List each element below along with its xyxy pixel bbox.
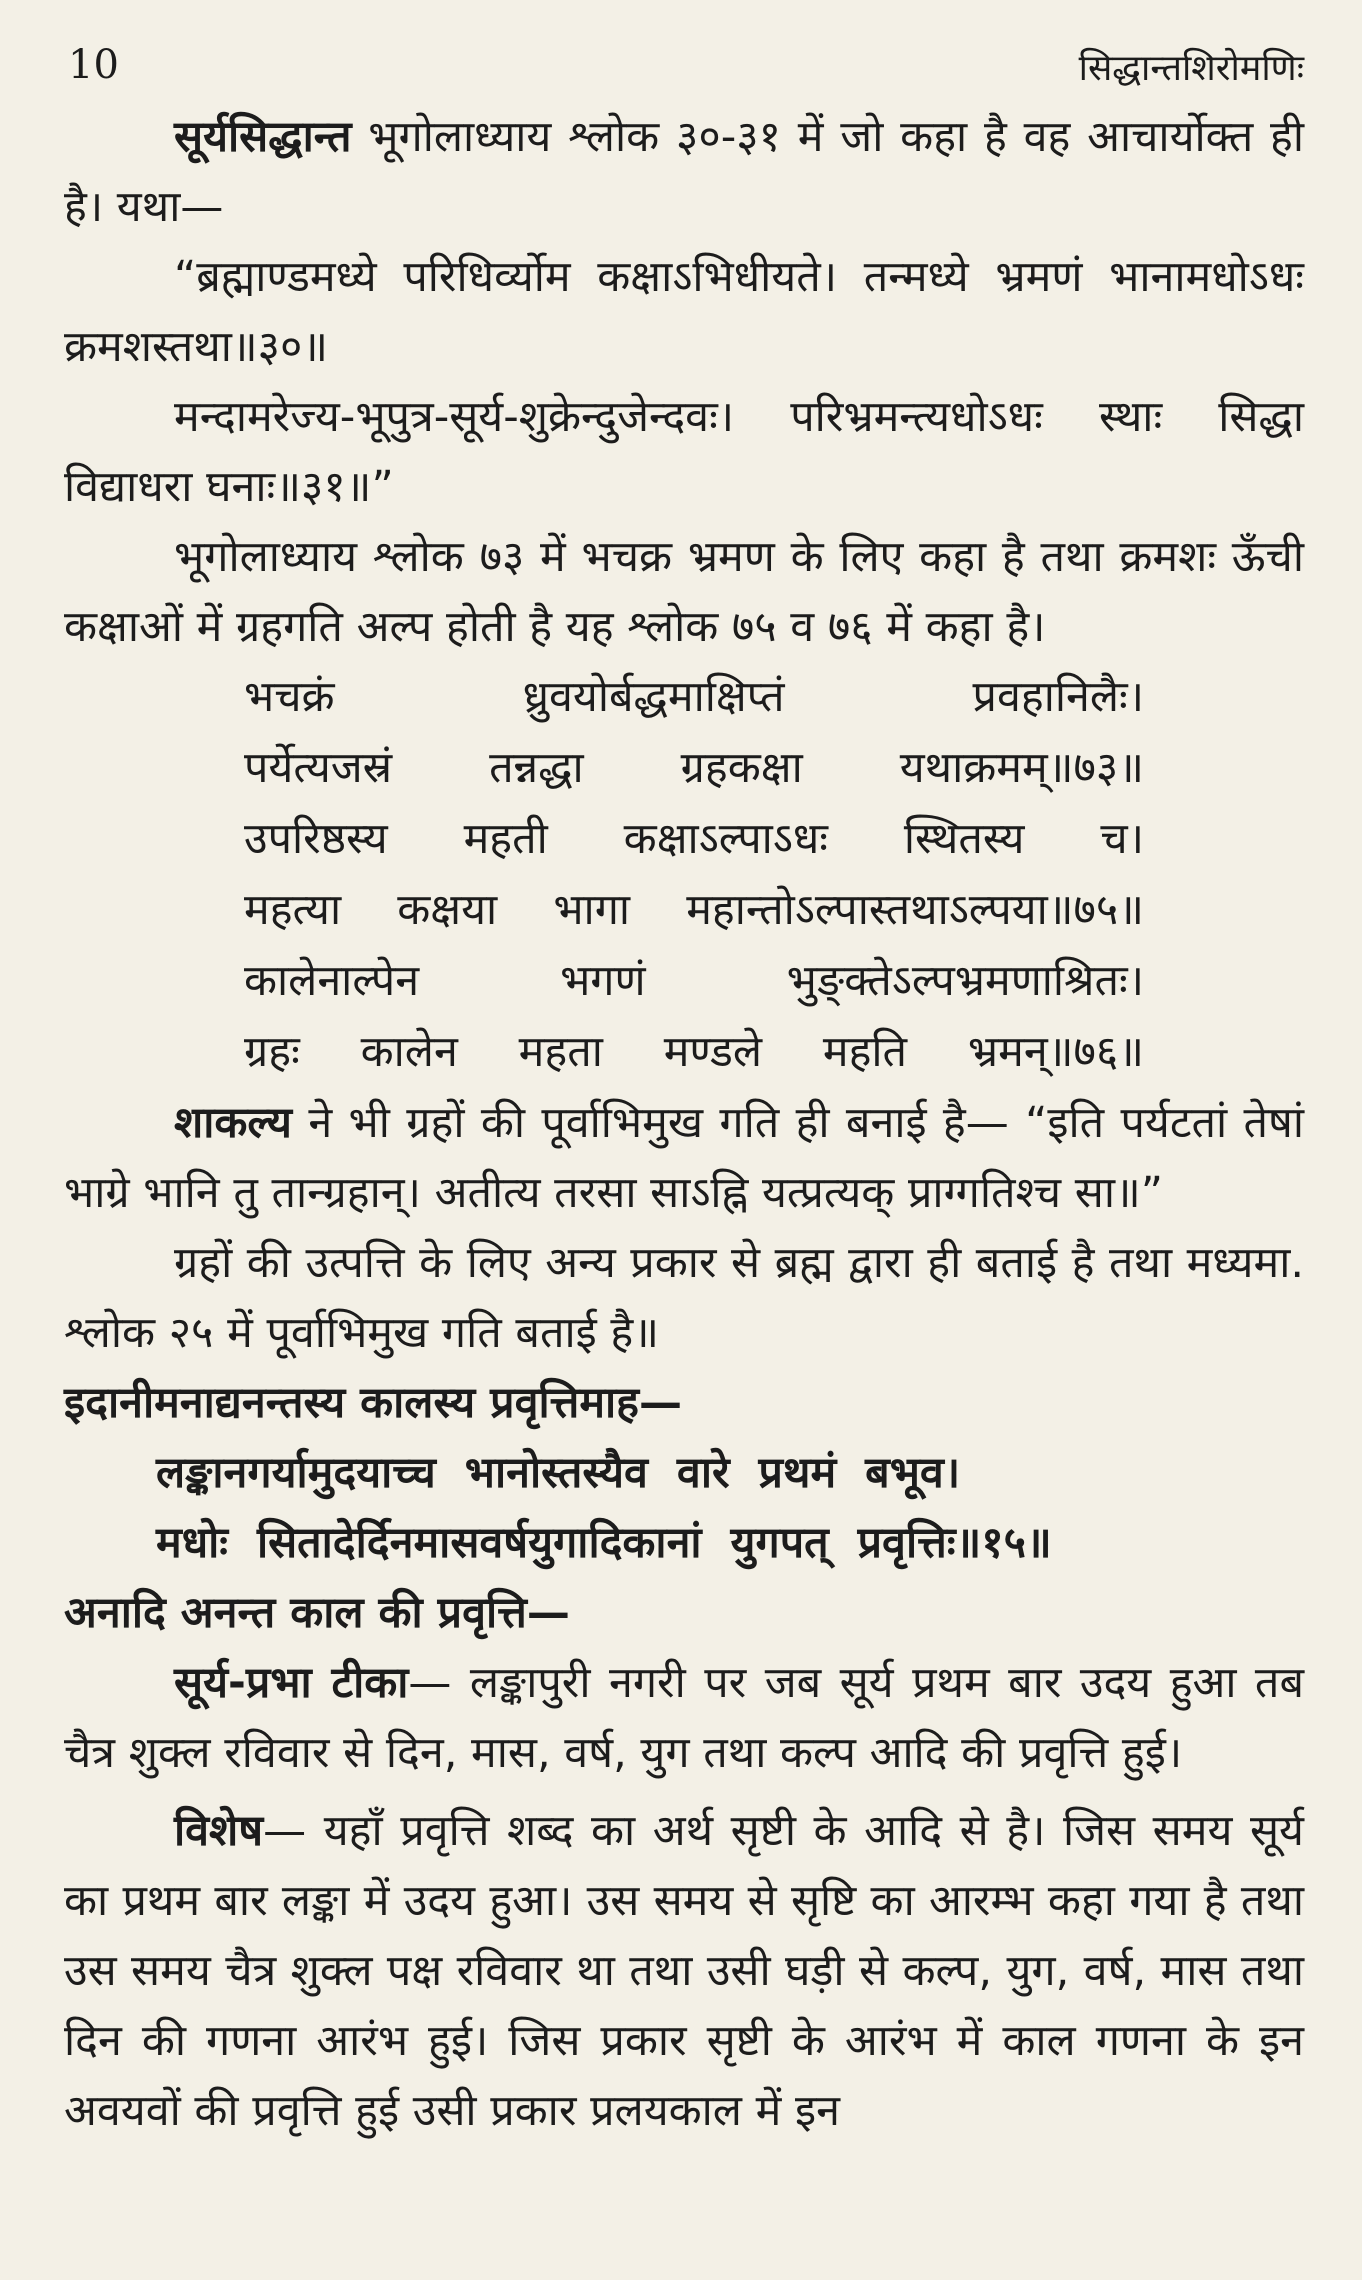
verse-word: कक्षया — [397, 885, 498, 935]
verse-word: कक्षाऽल्पाऽधः — [623, 814, 828, 864]
verse-line — [244, 804, 1144, 875]
paragraph-tika — [64, 1648, 1304, 1788]
verse-line — [244, 662, 1144, 733]
verse-line — [244, 733, 1144, 804]
page-number: 10 — [68, 42, 119, 88]
paragraph-shakalya — [64, 1088, 1304, 1228]
verse-word: कालेनाल्पेन — [244, 956, 420, 1006]
shloka-line: लङ्कानगर्यामुदयाच्च भानोस्तस्यैव वारे प्रथमं बभूव। — [156, 1448, 961, 1498]
running-title: सिद्धान्तशिरोमणिः — [1078, 48, 1304, 89]
verse-word: महति — [822, 1027, 908, 1077]
verse-word: च। — [1100, 814, 1144, 864]
verse-word: भचक्रं — [244, 672, 335, 722]
verse-word: भ्रमन्॥७६॥ — [967, 1027, 1144, 1077]
verse-line — [244, 1017, 1144, 1088]
verse-block — [244, 662, 1144, 1088]
paragraph-text: — यहाँ प्रवृत्ति शब्द का अर्थ सृष्टी के आदि से है। जिस समय सूर्य का प्रथम बार लङ्का में उदय हुआ। उस समय से सृष्टि का आरम्भ कहा गया है तथा उस समय चैत्र शुक्ल पक्ष रविवार था तथा उसी घड़ी से कल्प, युग, वर्ष, मास तथा दिन की गणना आरंभ हुई। जिस प्रकार सृष्टी के आरंभ में काल गणना के इन अवयवों की प्रवृत्ति हुई उसी प्रकार प्रलयकाल में इन — [64, 1806, 1304, 2136]
verse-word: कालेन — [360, 1027, 458, 1077]
paragraph-vishesh — [64, 1796, 1304, 2146]
verse-word: महान्तोऽल्पास्तथाऽल्पया॥७५॥ — [686, 885, 1144, 935]
shloka-line: मधोः सितादेर्दिनमासवर्षयुगादिकानां युगपत् प्रवृत्तिः॥१५॥ — [156, 1518, 1052, 1568]
verse-line — [244, 875, 1144, 946]
bold-lead: विशेष — [174, 1806, 264, 1856]
quote-verse-31: मन्दामरेज्य-भूपुत्र-सूर्य-शुक्रेन्दुजेन्दवः। परिभ्रमन्त्यधोऽधः स्थाः सिद्धा विद्याधरा घनाः॥३१॥” — [64, 392, 1304, 512]
verse-word: महत्या — [244, 885, 342, 935]
section-heading: अनादि अनन्त काल की प्रवृत्ति— — [64, 1588, 570, 1638]
verse-word: ध्रुवयोर्बद्धमाक्षिप्तं — [522, 672, 785, 722]
intro-heading: इदानीमनाद्यनन्तस्य कालस्य प्रवृत्तिमाह— — [64, 1378, 683, 1428]
verse-word: मण्डले — [663, 1027, 763, 1077]
verse-word: प्रवहानिलैः। — [972, 672, 1144, 722]
paragraph-bhugoladhyaya: भूगोलाध्याय श्लोक ७३ में भचक्र भ्रमण के लिए कहा है तथा क्रमशः ऊँची कक्षाओं में ग्रहगति अल्प होती है यह श्लोक ७५ व ७६ में कहा है। — [64, 532, 1304, 652]
verse-word: तन्नद्धा — [489, 743, 584, 793]
verse-word: स्थितस्य — [903, 814, 1025, 864]
verse-word: ग्रहकक्षा — [680, 743, 803, 793]
verse-word: ग्रहः — [244, 1027, 300, 1077]
paragraph-surya-siddhanta — [64, 102, 1304, 242]
verse-word: भुङ्क्तेऽल्पभ्रमणाश्रितः। — [786, 956, 1144, 1006]
paragraph-text: ने भी ग्रहों की पूर्वाभिमुख गति ही बनाई है— “इति पर्यटतां तेषां भाग्रे भानि तु तान्ग्रहान्। अतीत्य तरसा साऽह्नि यत्प्रत्यक् प्राग्गतिश्च सा॥” — [64, 1098, 1304, 1218]
verse-word: यथाक्रमम्॥७३॥ — [899, 743, 1144, 793]
paragraph-graha-utpatti: ग्रहों की उत्पत्ति के लिए अन्य प्रकार से ब्रह्म द्वारा ही बताई है तथा मध्यमा. श्लोक २५ में पूर्वाभिमुख गति बताई है॥ — [64, 1238, 1304, 1358]
paragraph-text: — लङ्कापुरी नगरी पर जब सूर्य प्रथम बार उदय हुआ तब चैत्र शुक्ल रविवार से दिन, मास, वर्ष, युग तथा कल्प आदि की प्रवृत्ति हुई। — [64, 1658, 1304, 1778]
bold-lead: सूर्य-प्रभा टीका — [174, 1658, 409, 1708]
verse-line — [244, 946, 1144, 1017]
verse-word: महती — [463, 814, 548, 864]
quote-verse-30: “ब्रह्माण्डमध्ये परिधिर्व्योम कक्षाऽभिधीयते। तन्मध्ये भ्रमणं भानामधोऽधः क्रमशस्तथा॥३०॥ — [64, 252, 1304, 372]
bold-lead: शाकल्य — [174, 1098, 292, 1148]
page-header — [64, 36, 1304, 102]
page-body — [64, 102, 1304, 2146]
verse-word: पर्येत्यजस्रं — [244, 743, 393, 793]
verse-word: महता — [518, 1027, 603, 1077]
bold-lead: सूर्यसिद्धान्त — [174, 112, 352, 162]
verse-word: उपरिष्ठस्य — [244, 814, 388, 864]
paragraph-text: भूगोलाध्याय श्लोक ३०-३१ में जो कहा है वह आचार्योक्त ही है। यथा— — [64, 112, 1304, 232]
verse-word: भागा — [553, 885, 631, 935]
verse-word: भगणं — [560, 956, 646, 1006]
